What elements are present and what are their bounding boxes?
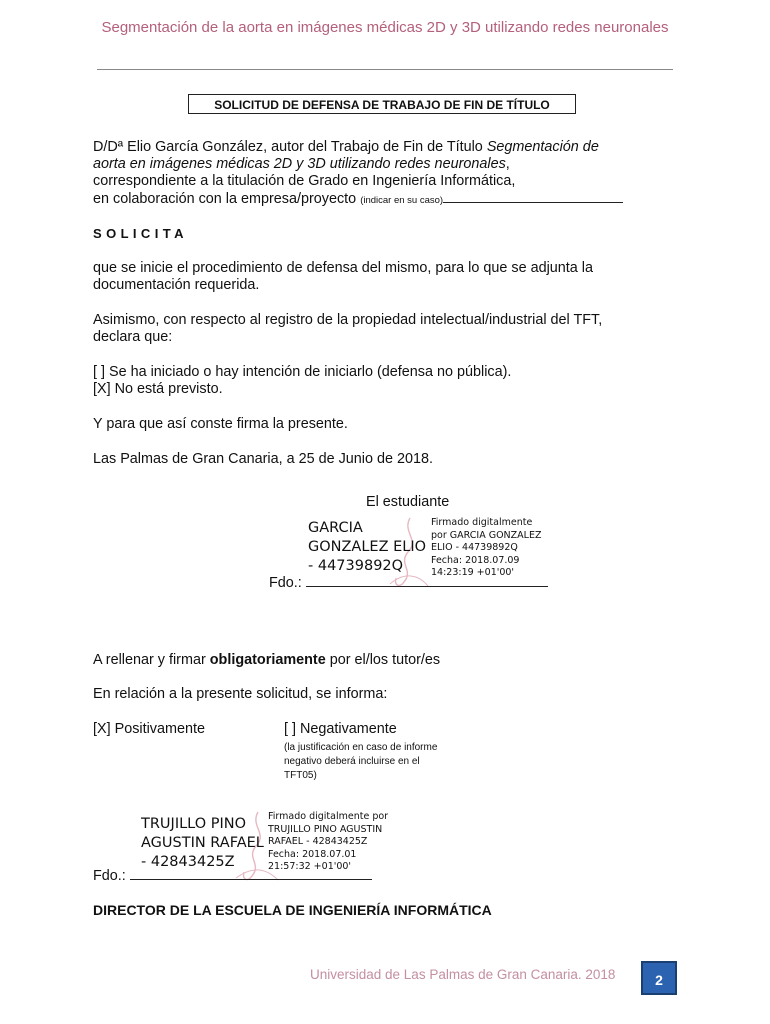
option-public-defense: [ ] Se ha iniciado o hay intención de iniciarlo (defensa no pública). (93, 364, 512, 380)
tutor-relation: En relación a la presente solicitud, se informa: (93, 686, 388, 702)
intro-line-4: en colaboración con la empresa/proyecto (indicar en su caso) (93, 190, 673, 209)
footer-university: Universidad de Las Palmas de Gran Canaria. 2018 (310, 967, 616, 982)
tutor-signer-name: TRUJILLO PINO AGUSTIN RAFAEL - 42843425Z (141, 816, 264, 870)
closing-statement: Y para que así conste firma la presente. (93, 416, 348, 432)
report-negative: [ ] Negativamente (284, 721, 397, 737)
page-number-badge: 2 (641, 961, 677, 995)
student-signature-line (306, 586, 548, 587)
negative-report-note: (la justificación en caso de informe negativo deberá incluirse en el TFT05) (284, 742, 438, 781)
student-label: El estudiante (366, 494, 450, 510)
company-blank-line (443, 190, 623, 203)
request-line-2: documentación requerida. (93, 277, 260, 293)
document-header-title: Segmentación de la aorta en imágenes médicas 2D y 3D utilizando redes neuronales (101, 19, 669, 36)
tutor-signature-line (130, 879, 372, 880)
tutor-digital-signature-info: Firmado digitalmente por TRUJILLO PINO AGUSTIN RAFAEL - 42843425Z Fecha: 2018.07.01 21:57:32 +01'00' (268, 811, 389, 872)
student-digital-signature-info: Firmado digitalmente por GARCIA GONZALEZ ELIO - 44739892Q Fecha: 2018.07.09 14:23:19 +01'00' (431, 517, 542, 578)
option-not-planned: [X] No está previsto. (93, 381, 223, 397)
header-divider (97, 69, 673, 70)
tutor-fdo-line: Fdo.: (93, 868, 393, 885)
ip-paragraph (93, 312, 673, 346)
student-signer-name: GARCIA GONZALEZ ELIO - 44739892Q (308, 520, 427, 574)
intro-line-3: correspondiente a la titulación de Grado en Ingeniería Informática, (93, 173, 516, 189)
ip-options (93, 364, 673, 398)
request-line-1: que se inicie el procedimiento de defensa del mismo, para lo que se adjunta la (93, 260, 593, 276)
solicita-heading: SOLICITA (93, 226, 188, 241)
place-date: Las Palmas de Gran Canaria, a 25 de Junio de 2018. (93, 451, 433, 467)
intro-paragraph (93, 139, 673, 209)
report-positive: [X] Positivamente (93, 721, 205, 737)
form-title: SOLICITUD DE DEFENSA DE TRABAJO DE FIN DE TÍTULO (188, 94, 576, 114)
student-fdo-line: Fdo.: (269, 575, 569, 592)
ip-line-2: declara que: (93, 329, 173, 345)
tutor-instruction: A rellenar y firmar obligatoriamente por el/los tutor/es (93, 652, 441, 668)
intro-line-1: D/Dª Elio García González, autor del Trabajo de Fin de Título Segmentación de (93, 139, 599, 155)
director-heading: DIRECTOR DE LA ESCUELA DE INGENIERÍA INFORMÁTICA (93, 902, 492, 918)
request-paragraph (93, 260, 673, 294)
intro-line-2: aorta en imágenes médicas 2D y 3D utilizando redes neuronales, (93, 156, 510, 172)
ip-line-1: Asimismo, con respecto al registro de la propiedad intelectual/industrial del TFT, (93, 312, 603, 328)
